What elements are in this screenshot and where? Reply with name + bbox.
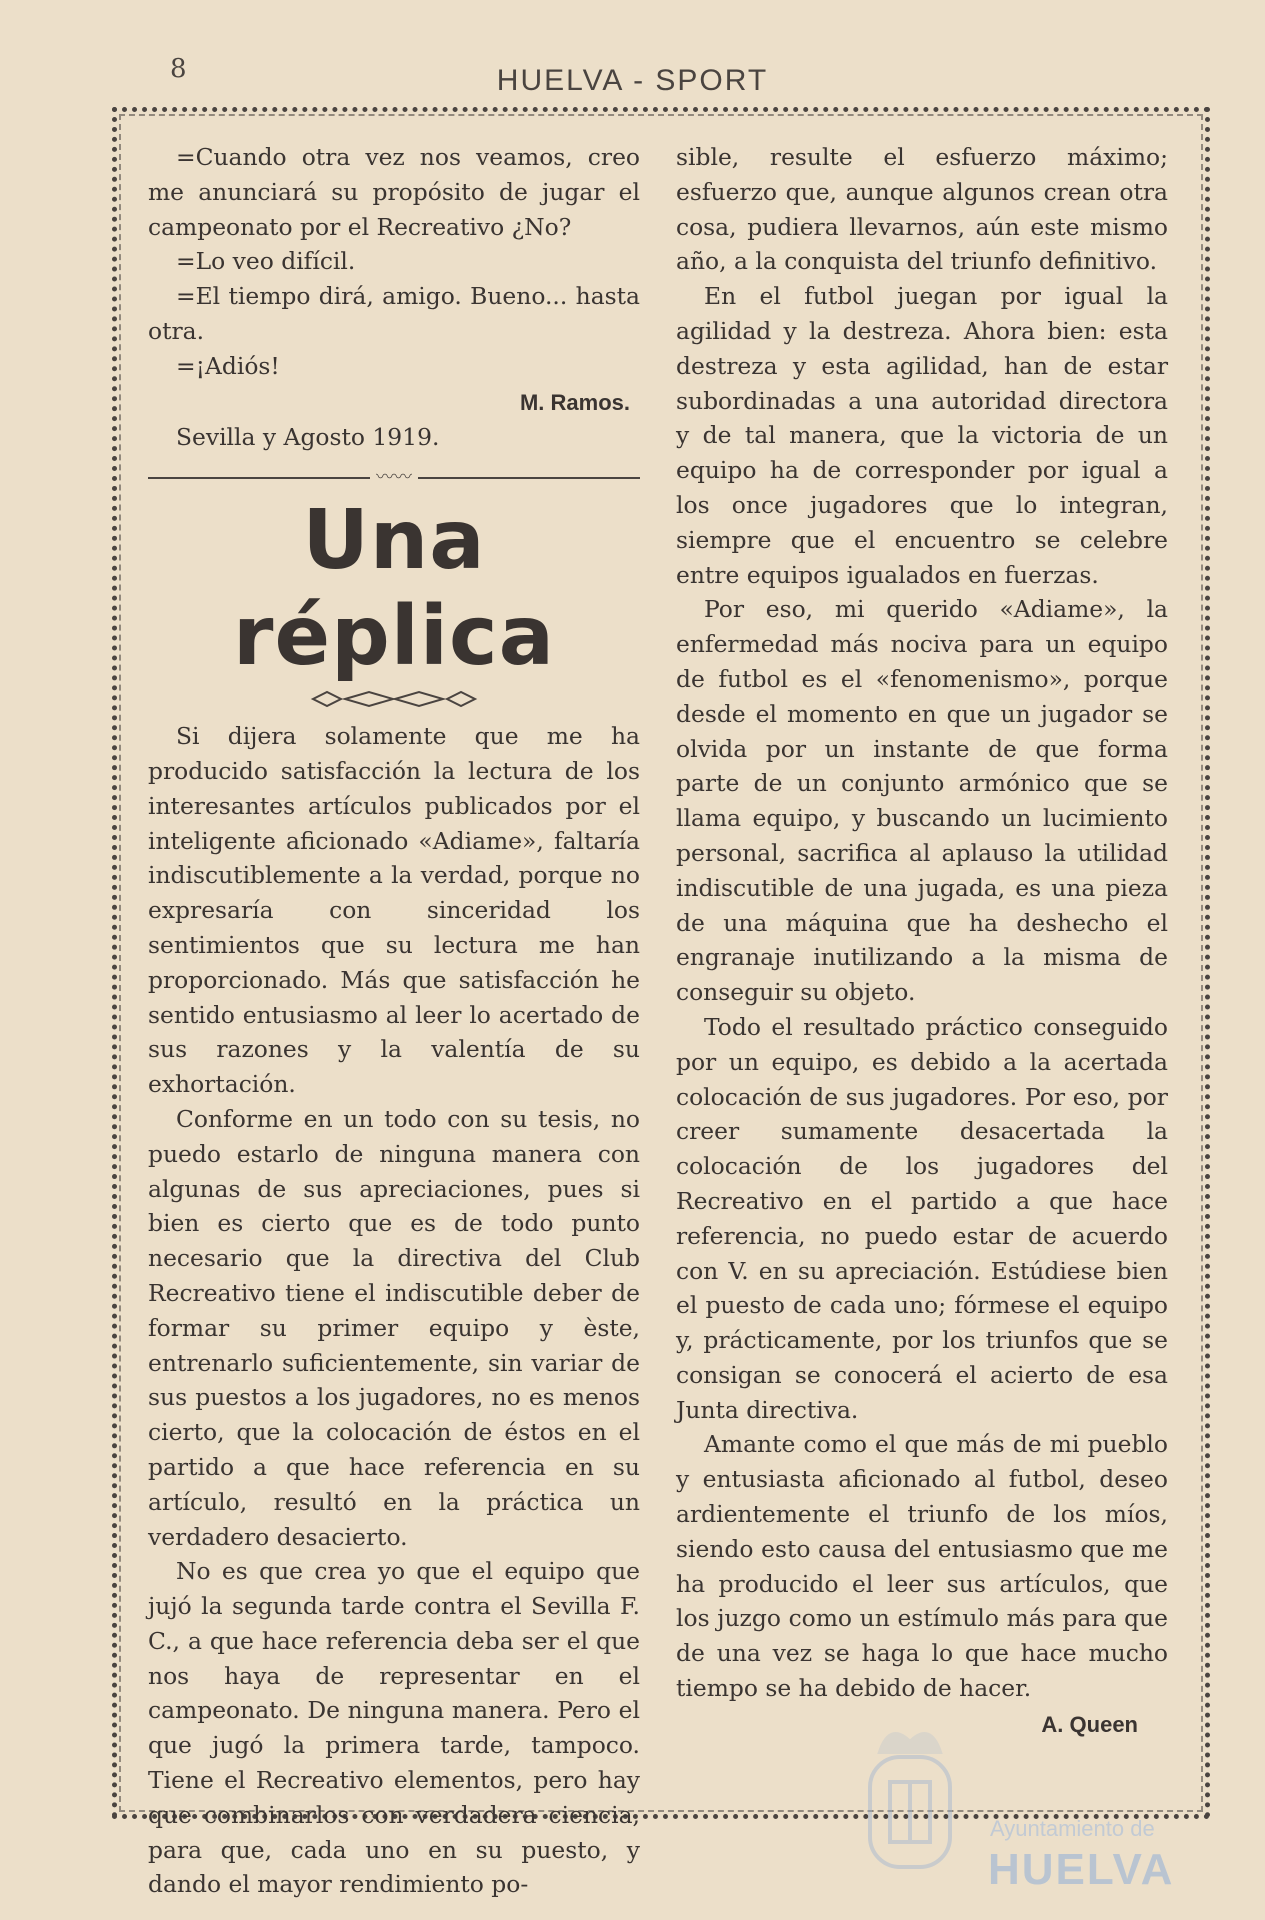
dateline: Sevilla y Agosto 1919. [176, 423, 440, 452]
dialogue-line: =Cuando otra vez nos veamos, creo me anunciará su propósito de jugar el campeonato por el Recreativo ¿No? [148, 143, 640, 241]
section-divider: 〰〰 [148, 469, 640, 487]
running-head: HUELVA - SPORT [496, 64, 769, 97]
left-column [148, 140, 640, 1902]
article-signature: A. Queen [1041, 1711, 1138, 1737]
dialogue-line: =¡Adiós! [176, 351, 280, 380]
article-paragraph: No es que crea yo que el equipo que jujó la segunda tarde contra el Sevilla F. C., a que hace referencia deba ser el que nos haya de representar en el campeonato. De ninguna manera. Pero el que jugó la primera tarde, tampoco. Tiene el Recreativo elementos, pero hay que combinarlos con verdadera ciencia, para que, cada uno en su puesto, y dando el mayor rendimiento po- [148, 1557, 640, 1899]
article-paragraph: En el futbol juegan por igual la agilidad y la destreza. Ahora bien: esta destreza y esta agilidad, han de estar subordinadas a una autoridad directora y de tal manera, que la victoria de un equipo ha de corresponder por igual a los once jugadores que lo integran, siempre que el encuentro se celebre entre equipos igualados en fuerzas. [676, 282, 1168, 589]
watermark-subtitle: Ayuntamiento de [990, 1816, 1155, 1841]
article-paragraph: Si dijera solamente que me ha producido satisfacción la lectura de los interesantes artículos publicados por el inteligente aficionado «Adiame», faltaría indiscutiblemente a la verdad, porque no expresaría con sinceridad los sentimientos que su lectura me han proporcionado. Más que satisfacción he sentido entusiasmo al leer lo acertado de sus razones y la valentía de su exhortación. [148, 722, 640, 1099]
right-column [676, 140, 1168, 1743]
article-paragraph: Todo el resultado práctico conseguido por un equipo, es debido a la acertada colocación de sus jugadores. Por eso, por creer sumamente desacertada la colocación de los jugadores del Recreativo en el partido a que hace referencia, no puedo estar de acuerdo con V. en su apreciación. Estúdiese bien el puesto de cada uno; fórmese el equipo y, prácticamente, por los triunfos que se consigan se conocerá el acierto de esa Junta directiva. [676, 1012, 1168, 1424]
article-paragraph-continuation: sible, resulte el esfuerzo máximo; esfuerzo que, aunque algunos crean otra cosa, pudiera llevarnos, aún este mismo año, a la conquista del triunfo definitivo. [676, 143, 1168, 276]
article-paragraph: Amante como el que más de mi pueblo y entusiasta aficionado al futbol, deseo ardientemente el triunfo de los míos, siendo esto causa del entusiasmo que me ha producido el leer sus artículos, que los juzgo como un estímulo más para que de una vez se haga lo que hace mucho tiempo se ha debido de hacer. [676, 1430, 1168, 1703]
article-paragraph: Conforme en un todo con su tesis, no puedo estarlo de ninguna manera con algunas de sus apreciaciones, pues si bien es cierto que es de todo punto necesario que la directiva del Club Recreativo tiene el indiscutible deber de formar su primer equipo y èste, entrenarlo suficientemente, sin variar de sus puestos a los jugadores, no es menos cierto, que la colocación de éstos en el partido a que hace referencia en su artículo, resultó en la práctica un verdadero desacierto. [148, 1104, 640, 1551]
page-number: 8 [170, 54, 187, 84]
prev-article-signature: M. Ramos. [519, 389, 630, 415]
watermark-title: HUELVA [988, 1845, 1175, 1894]
ornament-icon [309, 689, 479, 709]
dialogue-line: =El tiempo dirá, amigo. Bueno... hasta otra. [148, 282, 640, 345]
dialogue-line: =Lo veo difícil. [176, 247, 356, 276]
article-paragraph: Por eso, mi querido «Adiame», la enfermedad más nociva para un equipo de futbol es el «fenomenismo», porque desde el momento en que un jugador se olvida por un instante de que forma parte de un conjunto armónico que se llama equipo, y buscando un lucimiento personal, sacrifica al aplauso la utilidad indiscutible de una jugada, es una pieza de una máquina que ha deshecho el engranaje inutilizando a la misma de conseguir su objeto. [676, 595, 1168, 1007]
article-title: Una réplica [233, 493, 555, 685]
